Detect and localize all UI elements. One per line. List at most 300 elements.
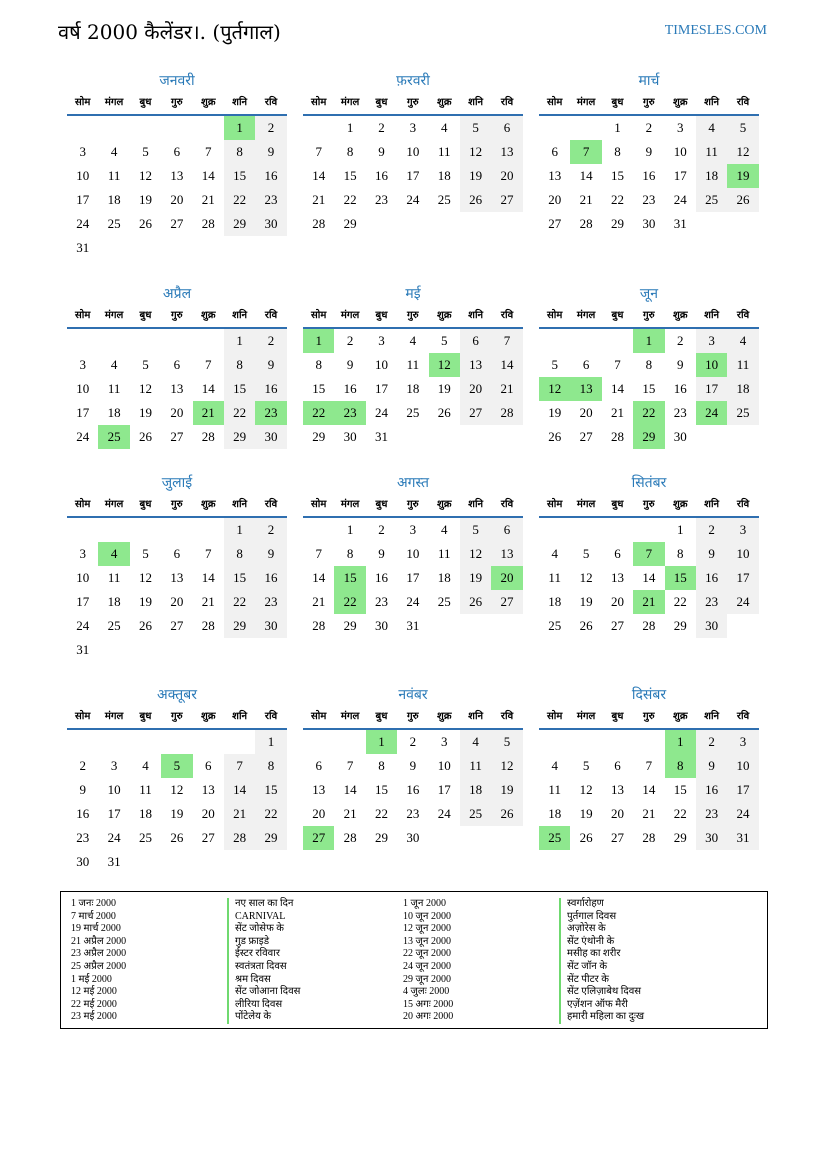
day-cell: 16 [696,566,727,590]
day-cell: 10 [437,758,451,773]
weekday-label: मंगल [104,711,124,722]
month-name: दिसंबर [631,687,667,703]
day-cell: 13 [170,570,184,585]
holiday-date: 29 जून 2000 [403,973,451,985]
day-cell: 17 [727,778,758,802]
empty-cell [130,518,161,542]
holiday-date: 20 अगः 2000 [403,1011,454,1023]
day-cell: 16 [76,806,90,821]
weekday-label: गुरु [171,499,183,510]
day-cell: 22 [374,806,388,821]
page-title: वर्ष 2000 कैलेंडर।. (पुर्तगाल) [58,20,281,44]
holiday-day-cell: 1 [303,329,334,353]
day-cell: 4 [551,546,558,561]
weekday-label: शुक्र [437,97,452,108]
day-cell: 18 [437,168,451,183]
day-grid [67,730,287,874]
holiday-day-cell: 7 [633,542,664,566]
day-cell: 11 [460,754,491,778]
weekday-label: गुरु [407,711,419,722]
weekday-label: शनि [468,97,484,108]
day-cell: 2 [255,518,286,542]
day-cell: 11 [727,353,758,377]
day-cell: 21 [201,594,215,609]
day-cell: 2 [79,758,86,773]
holiday-date: 1 मई 2000 [71,973,112,985]
day-cell: 27 [460,401,491,425]
day-cell: 29 [673,618,687,633]
weekday-label: शनि [704,499,720,510]
day-cell: 18 [548,594,562,609]
weekday-label: सोम [547,97,563,108]
day-cell: 17 [107,806,121,821]
empty-cell [130,329,161,353]
weekday-label: सोम [547,711,563,722]
day-cell: 21 [642,806,656,821]
weekday-label: शुक्र [437,499,452,510]
empty-cell [602,329,633,353]
day-cell: 6 [614,546,621,561]
holiday-names-left [227,898,300,1024]
day-cell: 3 [696,329,727,353]
day-cell: 21 [491,377,522,401]
day-cell: 8 [346,546,354,561]
day-cell: 3 [79,357,86,372]
day-cell: 13 [170,381,184,396]
holiday-day-cell: 22 [633,401,664,425]
day-cell: 27 [610,618,624,633]
holiday-day-cell: 25 [98,425,129,449]
weekday-label: रवि [264,97,278,108]
day-cell: 8 [677,546,684,561]
weekday-label: मंगल [576,711,596,722]
weekday-label: गुरु [171,711,183,722]
day-cell: 13 [610,570,624,585]
empty-cell [633,518,664,542]
day-cell: 2 [346,333,354,348]
day-cell: 5 [142,357,149,372]
day-cell: 9 [677,357,684,372]
day-cell: 29 [312,429,326,444]
day-cell: 12 [138,168,152,183]
weekday-label: बुध [139,97,152,108]
day-cell: 6 [460,329,491,353]
weekday-label: मंगल [576,499,596,510]
day-cell: 16 [673,381,687,396]
day-cell: 26 [460,590,491,614]
day-cell: 24 [374,405,388,420]
day-cell: 26 [138,429,152,444]
empty-cell [224,730,255,754]
day-cell: 17 [76,594,90,609]
day-cell: 16 [374,570,388,585]
day-cell: 11 [437,546,451,561]
day-cell: 30 [642,216,656,231]
day-cell: 21 [201,192,215,207]
weekday-label: गुरु [643,499,655,510]
day-cell: 12 [460,140,491,164]
empty-cell [334,730,365,754]
day-cell: 13 [610,782,624,797]
empty-cell [303,518,334,542]
day-cell: 20 [170,594,184,609]
month-name: मई [405,286,421,302]
day-cell: 18 [138,806,152,821]
day-cell: 22 [224,401,255,425]
weekday-label: मंगल [576,97,596,108]
holiday-day-cell: 15 [665,566,696,590]
holiday-date: 12 मई 2000 [71,986,117,998]
empty-cell [130,116,161,140]
month-name: फ़रवरी [396,73,430,89]
day-cell: 29 [255,826,286,850]
month-calendar [67,283,287,449]
weekday-header [303,305,523,329]
weekday-label: बुध [139,310,152,321]
day-cell: 28 [642,830,656,845]
day-cell: 25 [437,192,451,207]
day-cell: 14 [312,168,326,183]
holiday-name: लीरिया दिवस [227,999,300,1012]
day-cell: 30 [255,425,286,449]
day-cell: 4 [460,730,491,754]
empty-cell [193,730,224,754]
month-calendar [303,283,523,449]
weekday-label: बुध [611,310,624,321]
day-cell: 26 [138,618,152,633]
day-cell: 28 [610,429,624,444]
weekday-label: मंगल [340,499,360,510]
day-cell: 18 [437,570,451,585]
weekday-label: रवि [264,499,278,510]
day-cell: 16 [406,782,420,797]
day-cell: 2 [378,120,385,135]
day-cell: 6 [173,357,181,372]
day-cell: 18 [107,405,121,420]
day-cell: 30 [696,826,727,850]
month-calendar [539,472,759,638]
day-grid [539,116,759,236]
empty-cell [98,329,129,353]
weekday-label: रवि [500,97,514,108]
day-cell: 27 [170,429,184,444]
empty-cell [303,730,334,754]
day-cell: 3 [110,758,118,773]
day-cell: 14 [642,782,656,797]
holiday-date: 15 अगः 2000 [403,998,454,1010]
day-cell: 16 [255,164,286,188]
empty-cell [303,116,334,140]
day-cell: 18 [548,806,562,821]
day-cell: 25 [107,216,121,231]
holiday-name: सेंट जोआना दिवस [227,986,300,999]
day-cell: 18 [460,778,491,802]
weekday-label: शुक्र [201,499,216,510]
weekday-label: रवि [500,711,514,722]
day-cell: 9 [696,754,727,778]
weekday-label: शुक्र [673,711,688,722]
weekday-header [539,92,759,116]
weekday-header [539,494,759,518]
day-cell: 6 [315,758,322,773]
day-cell: 6 [173,144,181,159]
month-name: अगस्त [396,475,429,491]
day-cell: 10 [76,168,90,183]
day-grid [539,329,759,449]
month-name: जनवरी [159,73,195,89]
day-cell: 30 [696,614,727,638]
day-cell: 17 [406,168,420,183]
empty-cell [98,116,129,140]
day-cell: 15 [224,566,255,590]
day-cell: 17 [406,570,420,585]
empty-cell [193,116,224,140]
holiday-day-cell: 21 [193,401,224,425]
weekday-label: शनि [232,310,248,321]
day-cell: 13 [170,168,184,183]
day-cell: 14 [201,570,215,585]
day-cell: 28 [491,401,522,425]
weekday-header [67,494,287,518]
day-cell: 7 [491,329,522,353]
day-cell: 11 [696,140,727,164]
day-cell: 2 [255,329,286,353]
day-cell: 22 [224,590,255,614]
day-cell: 30 [255,212,286,236]
day-cell: 13 [491,140,522,164]
day-cell: 14 [610,381,624,396]
holiday-name: गुड फ्राइडे [227,936,300,949]
day-cell: 24 [76,429,90,444]
day-cell: 1 [224,329,255,353]
day-cell: 15 [312,381,326,396]
day-cell: 7 [614,357,621,372]
day-cell: 17 [696,377,727,401]
day-cell: 7 [205,357,212,372]
day-cell: 25 [406,405,420,420]
day-cell: 12 [491,754,522,778]
day-grid [303,329,523,449]
empty-cell [193,518,224,542]
day-cell: 10 [406,546,420,561]
day-cell: 2 [645,120,653,135]
day-cell: 5 [460,518,491,542]
day-cell: 24 [727,802,758,826]
day-cell: 11 [548,570,561,585]
day-cell: 8 [645,357,653,372]
day-cell: 12 [460,542,491,566]
day-cell: 6 [491,116,522,140]
day-cell: 27 [170,618,184,633]
weekday-label: शुक्र [201,97,216,108]
day-cell: 20 [312,806,326,821]
day-cell: 1 [614,120,621,135]
weekday-label: गुरु [407,97,419,108]
weekday-label: गुरु [407,310,419,321]
day-cell: 27 [579,429,593,444]
empty-cell [633,730,664,754]
weekday-label: मंगल [576,310,596,321]
day-cell: 13 [491,542,522,566]
weekday-label: शुक्र [201,711,216,722]
day-cell: 19 [579,806,593,821]
day-cell: 31 [374,429,388,444]
month-name: जुलाई [161,475,193,491]
day-cell: 24 [76,618,90,633]
holiday-day-cell: 10 [696,353,727,377]
day-cell: 17 [76,405,90,420]
day-cell: 20 [201,806,215,821]
empty-cell [67,518,98,542]
weekday-label: शुक्र [201,310,216,321]
month-calendar [539,283,759,449]
day-cell: 30 [406,830,420,845]
day-cell: 29 [673,830,687,845]
holiday-name: नए साल का दिन [227,898,300,911]
day-cell: 23 [642,192,656,207]
weekday-label: रवि [736,97,750,108]
weekday-label: बुध [375,499,388,510]
holiday-day-cell: 20 [491,566,522,590]
holiday-date: 1 जून 2000 [403,898,446,909]
day-cell: 11 [437,144,451,159]
day-grid [303,116,523,236]
holiday-name: हमारी महिला का दुःख [559,1011,644,1024]
day-cell: 20 [610,594,624,609]
day-cell: 15 [642,381,656,396]
weekday-label: बुध [375,310,388,321]
month-calendar [539,684,759,850]
day-cell: 7 [315,144,322,159]
day-cell: 3 [79,546,86,561]
day-cell: 2 [677,333,684,348]
weekday-label: सोम [547,499,563,510]
day-cell: 14 [642,570,656,585]
day-cell: 25 [107,618,121,633]
day-cell: 18 [406,381,420,396]
day-cell: 22 [610,192,624,207]
month-calendar [303,472,523,638]
day-cell: 28 [201,429,215,444]
weekday-label: शुक्र [673,97,688,108]
day-cell: 16 [343,381,357,396]
day-cell: 31 [673,216,687,231]
day-cell: 26 [579,618,593,633]
day-cell: 24 [76,216,90,231]
weekday-label: रवि [736,711,750,722]
day-cell: 23 [673,405,687,420]
empty-cell [161,116,192,140]
holiday-day-cell: 1 [665,730,696,754]
holiday-day-cell: 8 [665,754,696,778]
day-cell: 18 [107,192,121,207]
empty-cell [67,116,98,140]
day-cell: 5 [460,116,491,140]
day-cell: 6 [551,144,558,159]
holiday-day-cell: 5 [161,754,192,778]
weekday-label: सोम [75,97,91,108]
day-cell: 7 [205,546,212,561]
site-link[interactable]: TIMESLES.COM [664,23,767,38]
day-cell: 1 [677,522,684,537]
day-cell: 3 [677,120,684,135]
day-grid [303,730,523,850]
holiday-name: ईस्टर रविवार [227,948,300,961]
weekday-label: शनि [232,711,248,722]
day-cell: 17 [673,168,687,183]
day-cell: 26 [579,830,593,845]
holiday-day-cell: 22 [334,590,365,614]
holiday-day-cell: 19 [727,164,758,188]
day-cell: 22 [224,188,255,212]
day-cell: 24 [437,806,451,821]
day-cell: 8 [224,140,255,164]
day-cell: 1 [346,522,354,537]
day-cell: 19 [460,566,491,590]
day-cell: 12 [138,570,152,585]
day-cell: 19 [138,594,152,609]
empty-cell [67,329,98,353]
day-cell: 9 [645,144,653,159]
holiday-date: 7 मार्च 2000 [71,910,116,922]
empty-cell [539,329,570,353]
day-cell: 23 [406,806,420,821]
day-cell: 28 [201,216,215,231]
holiday-name: पुर्तगाल दिवस [559,911,644,924]
day-cell: 8 [614,144,621,159]
day-cell: 2 [378,522,385,537]
weekday-label: शनि [704,97,720,108]
empty-cell [602,518,633,542]
day-cell: 3 [378,333,385,348]
holiday-name: एज़ेंशन ऑफ मैरी [559,999,644,1012]
weekday-label: गुरु [407,499,419,510]
weekday-label: गुरु [171,97,183,108]
weekday-label: सोम [75,499,91,510]
weekday-label: सोम [311,499,327,510]
day-cell: 11 [107,168,121,183]
day-cell: 19 [138,192,152,207]
day-cell: 21 [610,405,624,420]
day-cell: 4 [110,357,118,372]
day-cell: 18 [696,164,727,188]
month-calendar [303,684,523,850]
holiday-name: स्वर्गारोहण [559,898,644,911]
weekday-header [67,92,287,116]
day-cell: 26 [727,188,758,212]
day-cell: 20 [491,164,522,188]
day-cell: 21 [312,192,326,207]
weekday-label: शनि [468,711,484,722]
day-cell: 14 [579,168,593,183]
day-cell: 25 [696,188,727,212]
day-cell: 19 [170,806,184,821]
holiday-day-cell: 27 [303,826,334,850]
day-grid [67,116,287,260]
day-cell: 5 [441,333,448,348]
day-cell: 4 [142,758,149,773]
empty-cell [98,730,129,754]
day-cell: 9 [255,140,286,164]
day-cell: 26 [437,405,451,420]
day-cell: 20 [610,806,624,821]
weekday-header [539,706,759,730]
holiday-day-cell: 24 [696,401,727,425]
day-cell: 28 [579,216,593,231]
day-cell: 31 [76,642,90,657]
holiday-day-cell: 1 [366,730,397,754]
month-calendar [67,472,287,662]
